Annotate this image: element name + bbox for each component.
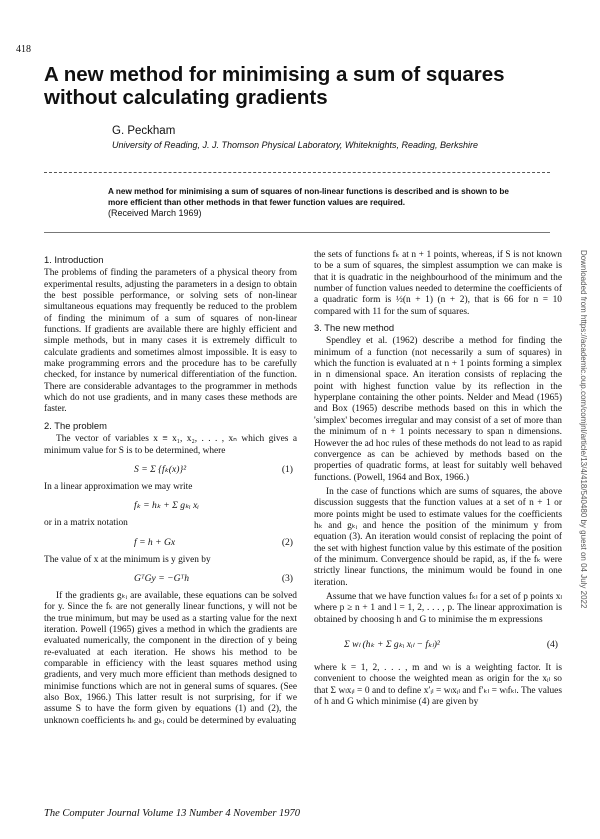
paragraph: In a linear approximation we may write xyxy=(44,481,193,492)
section-heading: 2. The problem xyxy=(44,419,107,431)
equation-number: (4) xyxy=(546,639,558,650)
equation-number: (2) xyxy=(281,536,293,548)
equation-linear xyxy=(44,496,297,518)
header-divider xyxy=(44,172,550,173)
paragraph: Spendley et al. (1962) describe a method for finding the minimum of a function (not necessarily a sum of squares) in which the function is evaluated at n + 1 points forming a simplex in n dimensional space. An iteration consists of replacing the point with highest function value by its reflection in the hyperplane containing the other points. Nelder and Mead (1965) and Box (1965) describe methods based on this in which the 'simplex' becomes irregular and may consist of a set of more than the minimum of n + 1 points necessary to span n dimensions. However the ad hoc rules of these methods do not lead to as rapid convergence as can be achieved by methods based on the properties of quadratic forms, at least for suitably well behaved functions. (Powell, 1964 and Box, 1966.) xyxy=(314,336,562,483)
equation-expression: GᵀGy = −Gᵀh xyxy=(134,572,189,584)
equation-3 xyxy=(44,569,297,591)
paragraph: Assume that we have function values fₖₗ for a set of p points xₗ where p ≥ n + 1 and l = 1, 2, . . . , p. The linear approximation is obtained by choosing h and G to minimise the m expressions xyxy=(314,591,562,625)
left-column xyxy=(44,250,297,730)
paper-title: A new method for minimising a sum of squares without calculating gradients xyxy=(44,63,505,109)
right-column xyxy=(314,250,562,711)
download-note-text: Downloaded from https://academic.oup.com/comjnl/article/13/4/418/540480 by guest on 04 July 2022 xyxy=(579,250,588,609)
page-number: 418 xyxy=(16,44,31,55)
equation-number: (1) xyxy=(281,463,293,475)
affiliation: University of Reading, J. J. Thomson Physical Laboratory, Whiteknights, Reading, Berkshire xyxy=(112,140,478,150)
section-heading: 3. The new method xyxy=(314,322,395,334)
paragraph: or in a matrix notation xyxy=(44,518,128,529)
abstract: A new method for minimising a sum of squares of non-linear functions is described and is shown to be more efficient than other methods in that fewer function values are required. xyxy=(108,187,509,207)
equation-number: (3) xyxy=(281,572,293,584)
equation-expression: f = h + Gx xyxy=(134,536,176,548)
section-heading: 1. Introduction xyxy=(44,254,104,265)
abstract-divider xyxy=(44,232,550,233)
paragraph: The value of x at the minimum is y given by xyxy=(44,554,211,565)
paragraph: In the case of functions which are sums of squares, the above discussion suggests that the function values at a set of n + 1 or more points might be used to estimate values for the coefficients hₖ and gₖᵢ and hence the position of the minimum y from equation (3). An iteration would consist of replacing the point of the set with highest function value by this estimate of the position of the minimum. Convergence should be rapid, as, if the fₖ were strictly linear functions, the minimum would be found in one iteration. xyxy=(314,486,562,588)
author: G. Peckham xyxy=(112,125,176,137)
journal-footer: The Computer Journal Volume 13 Number 4 November 1970 xyxy=(44,808,301,819)
equation-expression: S = Σ {fₖ(x)}² xyxy=(134,463,187,475)
equation-2 xyxy=(44,533,297,555)
paragraph: The vector of variables x ≡ x₁, x₂, . . . , xₙ which gives a minimum value for S is to be determined, where xyxy=(44,434,297,456)
paragraph: The problems of finding the parameters of a physical theory from experimental results, adjusting the parameters in a design to obtain the best possible performance, or solving sets of non-linear simultaneous equations may frequently be reduced to the problem of finding the minimum of a sum of squares of non-linear functions. If gradients are available there are highly efficient and simple methods, but in many cases it is extremely difficult to calculate gradients and sometimes almost impossible. It is easy to make programming errors and the procedure has to be carefully checked, for instance by numerical differentiation of the function. There are considerable advantages to the programmer in methods which do not use gradients, and in many cases these methods are faster. xyxy=(44,268,297,415)
equation-expression: fₖ = hₖ + Σ gₖᵢ xᵢ xyxy=(134,500,199,512)
download-watermark xyxy=(576,250,590,770)
paragraph: the sets of functions fₖ at n + 1 points, whereas, if S is not known to be a sum of squares, the simplest assumption we can make is that it is quadratic in the neighbourhood of the minimum and the number of function values needed to determine the coefficients of a quadratic form is ½(n + 1) (n + 2), that is 66 for n = 10 compared with 11 for the sum of squares. xyxy=(314,250,562,317)
equation-expression: Σ wₗ (hₖ + Σ gₖᵢ xᵢₗ − fₖₗ)² xyxy=(344,639,440,650)
received-date: (Received March 1969) xyxy=(108,208,202,218)
paragraph: where k = 1, 2, . . . , m and wₗ is a weighting factor. It is convenient to choose the weighted mean as origin for the xᵢₗ so that Σ wₗxᵢₗ = 0 and to define x′ᵢₗ = wₗxᵢₗ and f′ₖₗ = wₗfₖₗ. The values of h and G which minimise (4) are given by xyxy=(314,663,562,708)
paragraph: If the gradients gₖᵢ are available, these equations can be solved for y. Since the fₖ are not generally linear functions, y will not be the true minimum, but may be used as a starting value for the next iteration. Powell (1965) gives a method in which the gradients are evaluated numerically, the component in the direction of y being re-evaluated at each iteration. He shows his method to be comparable in efficiency with the least squares method using gradients, and very much more efficient than methods designed to minimise functions which are not in general sums of squares. (See also Box, 1966.) This latter result is not surprising, for if we assume S to have the form given by equations (1) and (2), the unknown coefficients hₖ and gₖᵢ could be determined by evaluating xyxy=(44,590,297,726)
equation-1 xyxy=(44,460,297,482)
equation-4 xyxy=(314,629,562,663)
